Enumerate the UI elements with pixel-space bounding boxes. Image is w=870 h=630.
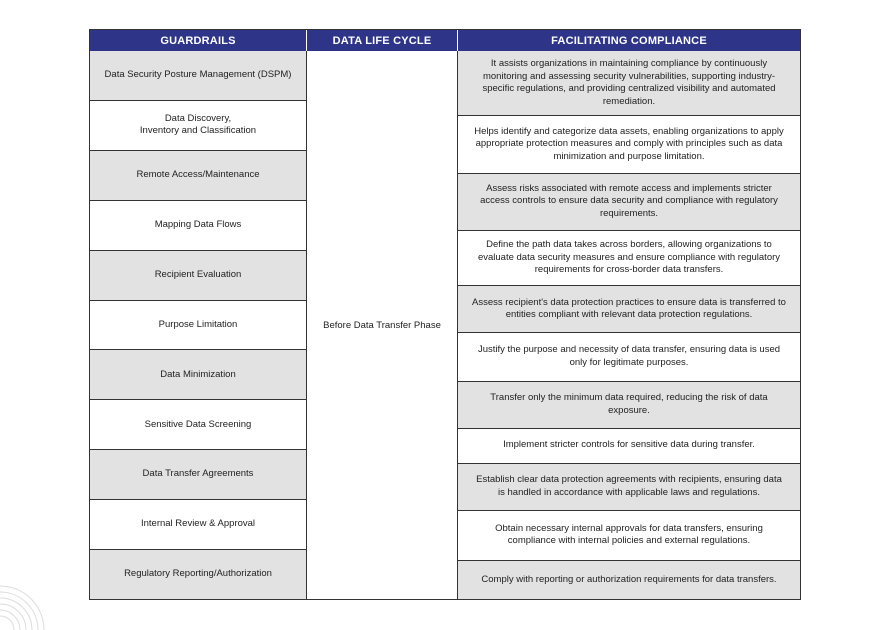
compliance-table [89,29,801,600]
guardrail-cell: Recipient Evaluation [90,251,306,301]
compliance-cell: Implement stricter controls for sensitive data during transfer. [458,429,800,464]
guardrail-cell: Data Minimization [90,350,306,400]
header-facilitating-compliance: FACILITATING COMPLIANCE [458,30,800,51]
compliance-cell: Assess risks associated with remote access and implements stricter access controls to ensure data security and compliance with regulatory requirements. [458,174,800,231]
compliance-cell: Helps identify and categorize data assets, enabling organizations to apply appropriate protection measures and comply with principles such as data minimization and purpose limitation. [458,116,800,174]
header-guardrails: GUARDRAILS [90,30,307,51]
compliance-cell: Assess recipient's data protection practices to ensure data is transferred to entities compliant with relevant data protection regulations. [458,286,800,333]
compliance-cell: Transfer only the minimum data required, reducing the risk of data exposure. [458,382,800,429]
decorative-arcs [0,560,60,630]
header-data-life-cycle: DATA LIFE CYCLE [307,30,458,51]
compliance-cell: Obtain necessary internal approvals for data transfers, ensuring compliance with internal policies and external regulations. [458,511,800,561]
compliance-column [458,51,800,599]
compliance-cell: Define the path data takes across borders, allowing organizations to evaluate data security measures and ensure compliance with regulatory requirements for cross-border data transfers. [458,231,800,287]
guardrail-cell: Mapping Data Flows [90,201,306,251]
guardrail-cell: Regulatory Reporting/Authorization [90,550,306,599]
phase-label: Before Data Transfer Phase [323,319,441,331]
life-cycle-column [307,51,458,599]
guardrail-cell: Purpose Limitation [90,301,306,351]
guardrail-cell: Sensitive Data Screening [90,400,306,450]
guardrails-column [90,51,307,599]
compliance-cell: Justify the purpose and necessity of data transfer, ensuring data is used only for legitimate purposes. [458,333,800,381]
guardrail-cell: Data Security Posture Management (DSPM) [90,51,306,101]
guardrail-cell: Internal Review & Approval [90,500,306,550]
compliance-cell: It assists organizations in maintaining compliance by continuously monitoring and assessing security vulnerabilities, supporting industry-specific regulations, and providing centralized visibility and automated remediation. [458,51,800,116]
guardrail-cell: Data Transfer Agreements [90,450,306,500]
compliance-cell: Establish clear data protection agreements with recipients, ensuring data is handled in accordance with applicable laws and regulations. [458,464,800,511]
guardrail-cell: Data Discovery, Inventory and Classification [90,101,306,151]
compliance-cell: Comply with reporting or authorization requirements for data transfers. [458,561,800,599]
guardrail-cell: Remote Access/Maintenance [90,151,306,201]
